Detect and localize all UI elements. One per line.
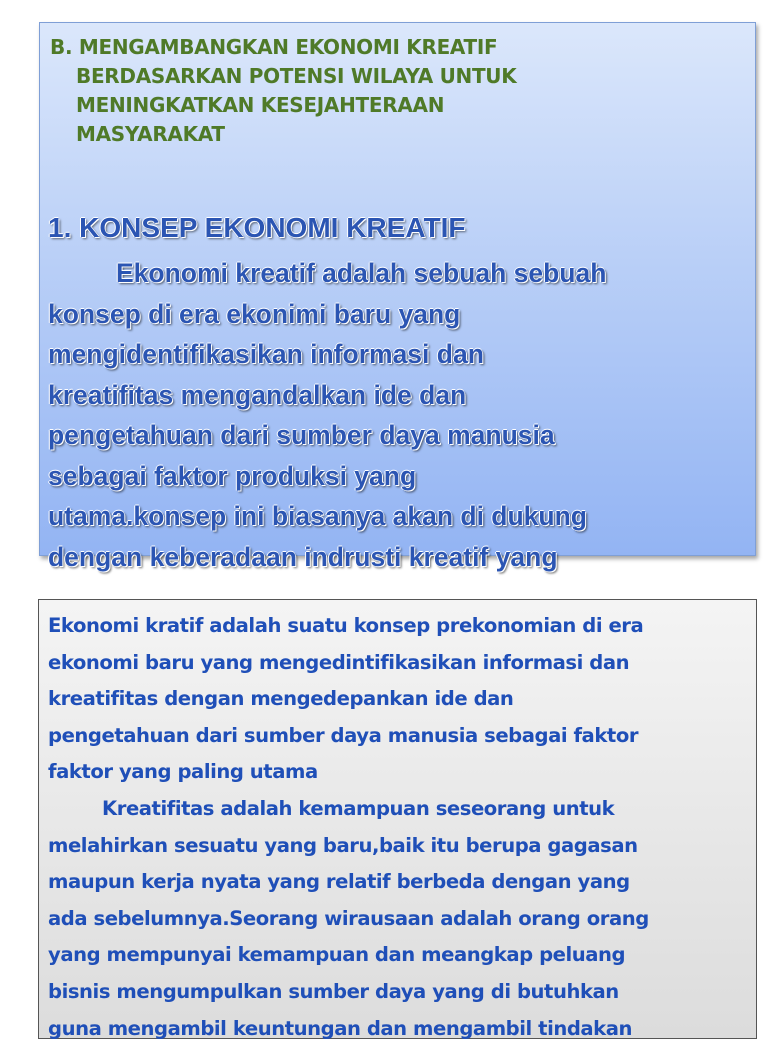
body-line: bisnis mengumpulkan sumber daya yang di butuhkan bbox=[48, 979, 619, 1003]
body-line: dengan keberadaan indrusti kreatif yang bbox=[48, 541, 558, 572]
slide-heading bbox=[50, 33, 610, 149]
heading-line: B. MENGAMBANGKAN EKONOMI KREATIF bbox=[50, 35, 498, 59]
heading-line: BERDASARKAN POTENSI WILAYA UNTUK bbox=[76, 64, 517, 88]
body-line: Ekonomi kreatif adalah sebuah sebuah bbox=[116, 258, 607, 288]
body-line: yang mempunyai kemampuan dan meangkap peluang bbox=[48, 943, 626, 967]
body-line: sebagai faktor produksi yang bbox=[48, 460, 417, 491]
slide-top-body bbox=[48, 253, 760, 577]
slide-bottom-body bbox=[48, 608, 753, 1047]
body-line: utama.konsep ini biasanya akan di dukung bbox=[48, 501, 587, 531]
heading-line: MENINGKATKAN KESEJAHTERAAN bbox=[76, 93, 445, 117]
body-line: ada sebelumnya.Seorang wirausaan adalah orang orang bbox=[48, 906, 649, 930]
slide-top bbox=[39, 22, 756, 572]
body-line: Kreatifitas adalah kemampuan seseorang untuk bbox=[102, 796, 615, 820]
body-line: melahirkan sesuatu yang baru,baik itu berupa gagasan bbox=[48, 833, 638, 857]
body-line: pengetahuan dari sumber daya manusia bbox=[48, 420, 555, 450]
section-title: 1. KONSEP EKONOMI KREATIF bbox=[48, 212, 466, 243]
body-line: konsep di era ekonimi baru yang bbox=[48, 298, 461, 329]
slide-bottom bbox=[38, 599, 757, 1039]
body-line: pengetahuan dari sumber daya manusia sebagai faktor bbox=[48, 723, 639, 747]
heading-line: MASYARAKAT bbox=[76, 122, 225, 146]
body-line: kreatifitas mengandalkan ide dan bbox=[48, 379, 467, 410]
body-line: mengidentifikasikan informasi dan bbox=[48, 339, 484, 369]
body-line: guna mengambil keuntungan dan mengambil tindakan bbox=[48, 1016, 633, 1040]
body-line: ekonomi baru yang mengedintifikasikan informasi dan bbox=[48, 650, 630, 674]
body-line: faktor yang paling utama bbox=[48, 760, 318, 784]
body-line: Ekonomi kratif adalah suatu konsep prekonomian di era bbox=[48, 614, 644, 637]
body-line: maupun kerja nyata yang relatif berbeda dengan yang bbox=[48, 870, 630, 894]
body-line: kreatifitas dengan mengedepankan ide dan bbox=[48, 687, 514, 711]
